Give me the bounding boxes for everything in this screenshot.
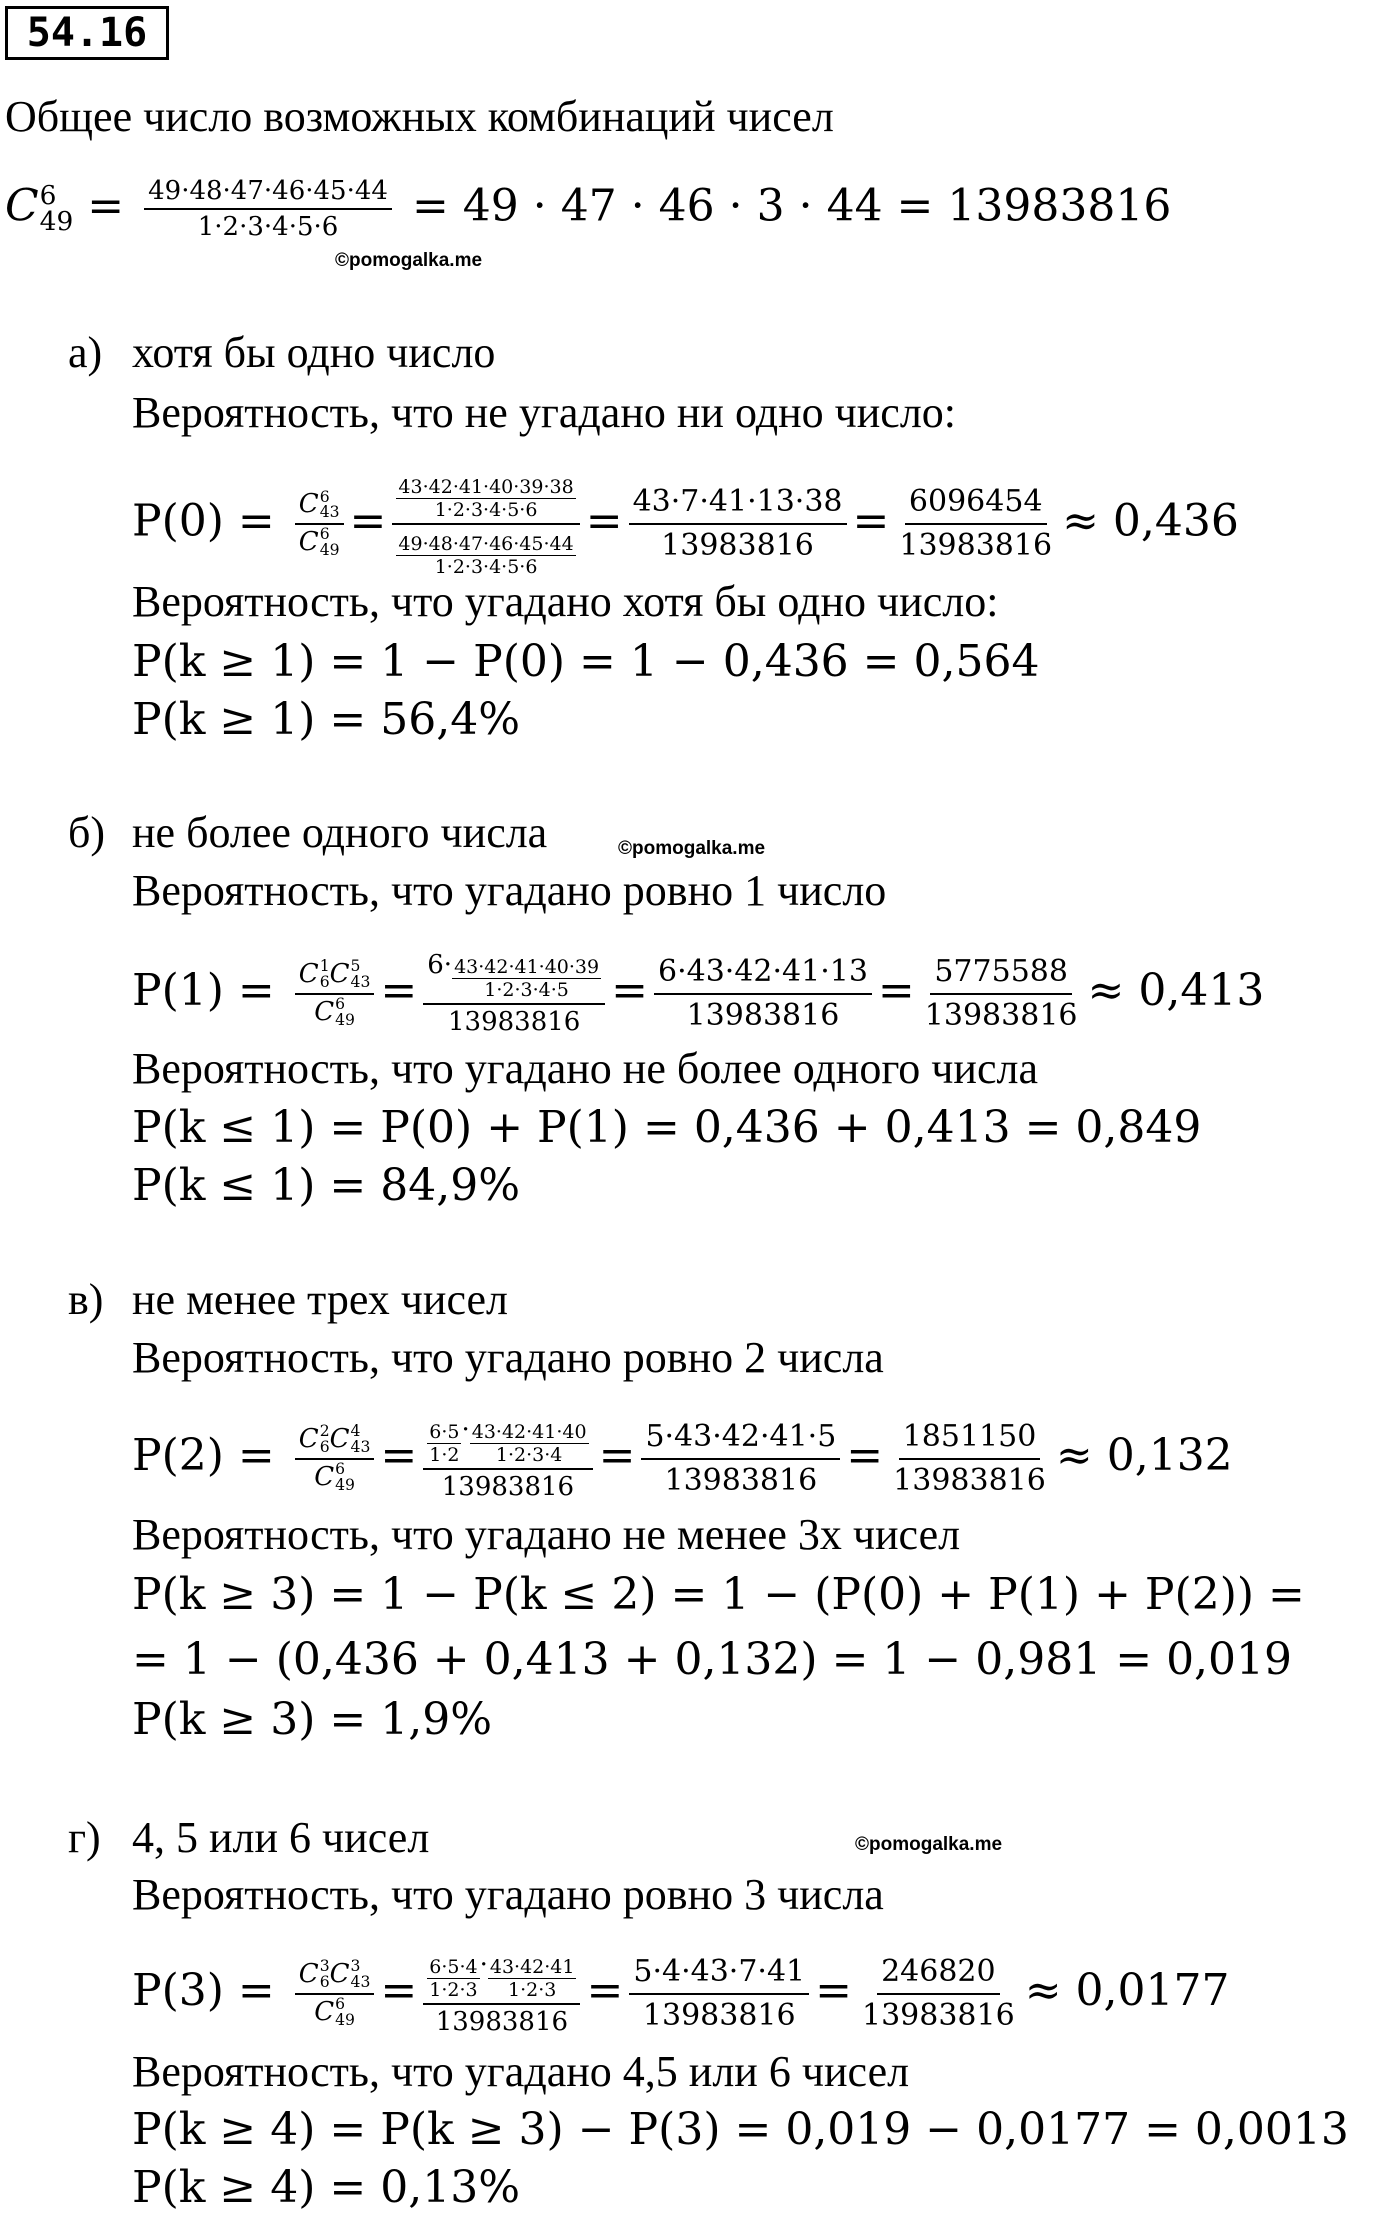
intro-fraction: $\frac{49\cdot 48\cdot 47\cdot 46\cdot 45\cdot 44}{1\cdot 2\cdot 3\cdot 4\cdot 5\cdot 6}$: [144, 176, 392, 242]
section-d-approx: ≈ 0,0177: [1024, 1965, 1230, 2016]
section-d-line2: Вероятность, что угадано 4,5 или 6 чисел: [132, 2047, 910, 2096]
watermark: ©pomogalka.me: [335, 250, 483, 271]
section-c-line1: Вероятность, что угадано ровно 2 числа: [132, 1333, 884, 1382]
section-a-approx: ≈ 0,436: [1062, 495, 1239, 547]
section-c-eq1: P(k ≥ 3) = 1 − P(k ≤ 2) = 1 − (P(0) + P(1) + P(2)) =: [132, 1569, 1305, 1620]
section-b-heading: не более одного числа: [132, 808, 548, 857]
section-a-eq2: P(k ≥ 1) = 56,4%: [132, 694, 521, 745]
section-c-heading: не менее трех чисел: [132, 1275, 508, 1324]
section-d-formula: P(3) = C 3 6 C 3 43 C 6 49 = $\frac{6\cdot 5\cdot 4}{1\cdot 2\cdot 3}$ · $\frac{43\cdot 42\cdot 41}{1\cdot 2\cdot 3}$ 13983816 = $\frac{5\cdot 4\cdot 43\cdot 7\cdot 41}{13983816}$ = $\frac{246820}{13983816}$ ≈ 0,0177: [132, 1950, 1230, 2037]
section-c-formula: P(2) = C 2 6 C 4 43 C 6 49 = $\frac{6\cdot 5}{1\cdot 2}$ · $\frac{43\cdot 42\cdot 41\cdot 40}{1\cdot 2\cdot 3\cdot 4}$ 13983816 = $\frac{5\cdot 43\cdot 42\cdot 41\cdot 5}{13983816}$ = $\frac{1851150}{13983816}$ ≈ 0,132: [132, 1415, 1233, 1502]
watermark: ©pomogalka.me: [618, 838, 766, 859]
section-d-line1: Вероятность, что угадано ровно 3 числа: [132, 1870, 884, 1919]
section-b-label: б): [68, 808, 106, 857]
intro-formula: C 6 49 = $\frac{49\cdot 48\cdot 47\cdot 46\cdot 45\cdot 44}{1\cdot 2\cdot 3\cdot 4\cdot 5\cdot 6}$ = 49 · 47 · 46 · 3 · 44 = 13983816: [5, 176, 1172, 242]
problem-number: 54.16: [5, 6, 169, 60]
section-c-line2: Вероятность, что угадано не менее 3х чисел: [132, 1510, 961, 1559]
section-a-label: а): [68, 328, 103, 377]
section-a-line2: Вероятность, что угадано хотя бы одно число:: [132, 577, 999, 626]
section-b-line1: Вероятность, что угадано ровно 1 число: [132, 866, 887, 915]
section-c-label: в): [68, 1275, 104, 1324]
section-b-eq2: P(k ≤ 1) = 84,9%: [132, 1160, 521, 1211]
intro-result: = 49 · 47 · 46 · 3 · 44 = 13983816: [411, 180, 1172, 232]
intro-text: Общее число возможных комбинаций чисел: [5, 92, 834, 141]
section-d-heading: 4, 5 или 6 чисел: [132, 1813, 430, 1862]
section-a-formula: P(0) = C 6 43 C 6 49 = $\frac{\frac{43\cdot 42\cdot 41\cdot 40\cdot 39\cdot 38}{1\cdot 2\cdot 3\cdot 4\cdot 5\cdot 6}}{\frac{49\cdot 48\cdot 47\cdot 46\cdot 45\cdot 44}{1\cdot 2\cdot 3\cdot 4\cdot 5\cdot 6}}$ = $\frac{43\cdot 7\cdot 41\cdot 13\cdot 38}{13983816}$ = $\frac{6096454}{13983816}$ ≈ 0,436: [132, 470, 1239, 578]
section-a-eq1: P(k ≥ 1) = 1 − P(0) = 1 − 0,436 = 0,564: [132, 636, 1040, 687]
section-b-approx: ≈ 0,413: [1087, 965, 1265, 1016]
section-c-eq2: = 1 − (0,436 + 0,413 + 0,132) = 1 − 0,981 = 0,019: [132, 1634, 1293, 1685]
section-b-line2: Вероятность, что угадано не более одного числа: [132, 1044, 1038, 1093]
section-d-eq2: P(k ≥ 4) = 0,13%: [132, 2162, 521, 2213]
section-b-formula: P(1) = C 1 6 C 5 43 C 6 49 = 6· $\frac{43\cdot 42\cdot 41\cdot 40\cdot 39}{1\cdot 2\cdot 3\cdot 4\cdot 5}$ 13983816 = $\frac{6\cdot 43\cdot 42\cdot 41\cdot 13}{13983816}$ = $\frac{5775588}{13983816}$ ≈ 0,413: [132, 950, 1265, 1037]
section-a-heading: хотя бы одно число: [132, 328, 496, 377]
section-c-approx: ≈ 0,132: [1055, 1430, 1233, 1481]
combination-symbol: C: [5, 180, 39, 232]
section-c-eq3: P(k ≥ 3) = 1,9%: [132, 1694, 493, 1745]
section-d-eq1: P(k ≥ 4) = P(k ≥ 3) − P(3) = 0,019 − 0,0177 = 0,0013: [132, 2104, 1349, 2155]
watermark: ©pomogalka.me: [855, 1834, 1003, 1855]
section-b-eq1: P(k ≤ 1) = P(0) + P(1) = 0,436 + 0,413 = 0,849: [132, 1102, 1202, 1153]
section-a-line1: Вероятность, что не угадано ни одно число:: [132, 388, 957, 437]
section-d-label: г): [68, 1813, 101, 1862]
